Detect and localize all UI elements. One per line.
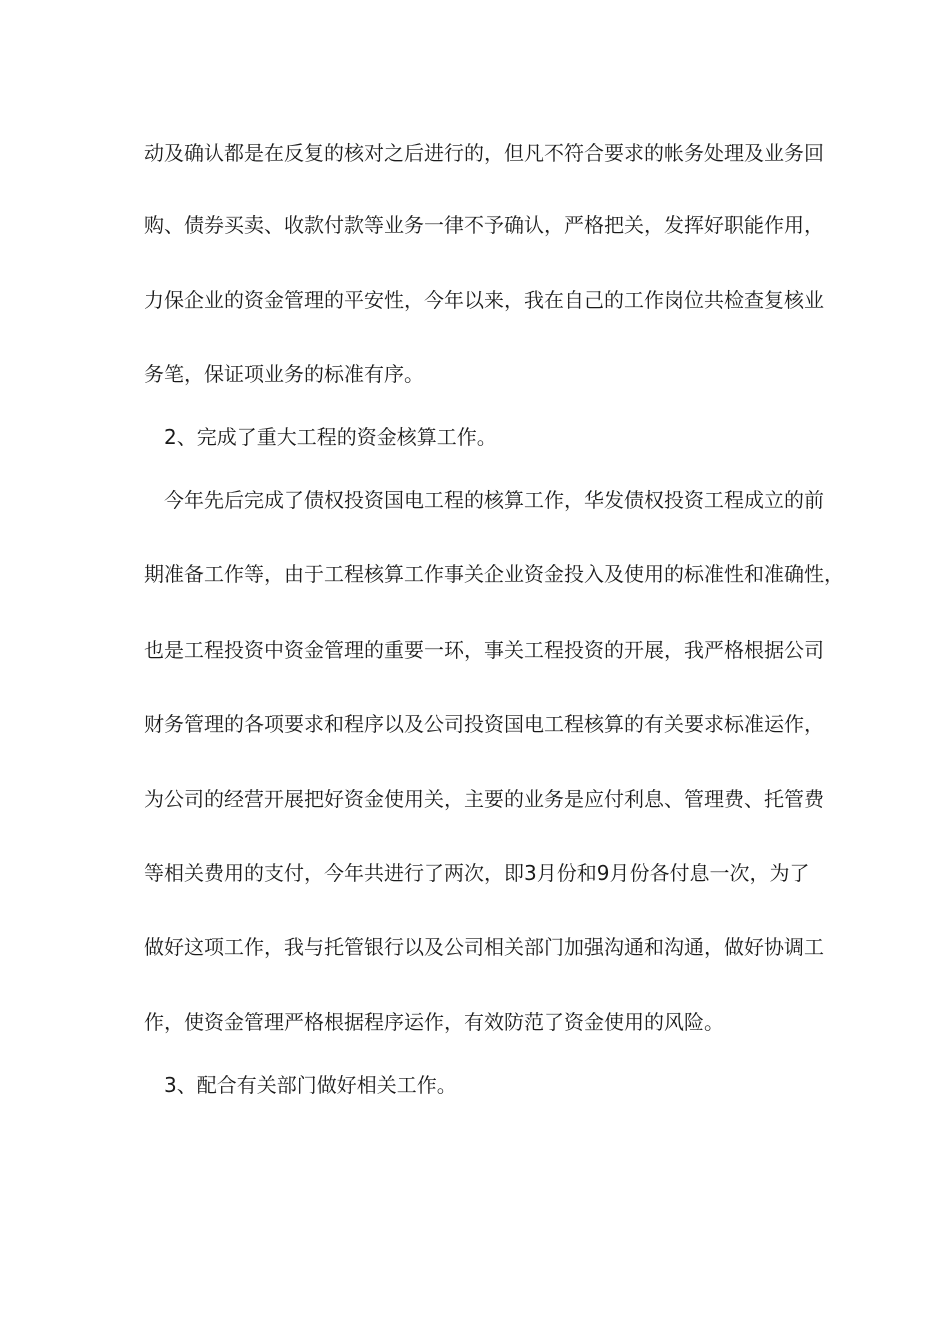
text-line: 购、债券买卖、收款付款等业务一律不予确认，严格把关，发挥好职能作用， (144, 213, 824, 237)
text-line: 务笔，保证项业务的标准有序。 (144, 362, 424, 386)
section-heading: 2、完成了重大工程的资金核算工作。 (164, 425, 497, 449)
text-line: 等相关费用的支付，今年共进行了两次，即3月份和9月份各付息一次，为了 (144, 861, 810, 885)
text-line: 为公司的经营开展把好资金使用关，主要的业务是应付利息、管理费、托管费 (144, 787, 824, 811)
text-line: 作，使资金管理严格根据程序运作，有效防范了资金使用的风险。 (144, 1010, 724, 1034)
text-line: 力保企业的资金管理的平安性，今年以来，我在自己的工作岗位共检查复核业 (144, 288, 824, 312)
text-line: 期准备工作等，由于工程核算工作事关企业资金投入及使用的标准性和准确性， (144, 562, 844, 586)
text-line: 动及确认都是在反复的核对之后进行的，但凡不符合要求的帐务处理及业务回 (144, 141, 824, 165)
text-line: 做好这项工作，我与托管银行以及公司相关部门加强沟通和沟通，做好协调工 (144, 935, 824, 959)
text-line: 财务管理的各项要求和程序以及公司投资国电工程核算的有关要求标准运作， (144, 712, 824, 736)
section-heading: 3、配合有关部门做好相关工作。 (164, 1073, 457, 1097)
text-line: 今年先后完成了债权投资国电工程的核算工作，华发债权投资工程成立的前 (164, 488, 824, 512)
text-line: 也是工程投资中资金管理的重要一环，事关工程投资的开展，我严格根据公司 (144, 638, 824, 662)
